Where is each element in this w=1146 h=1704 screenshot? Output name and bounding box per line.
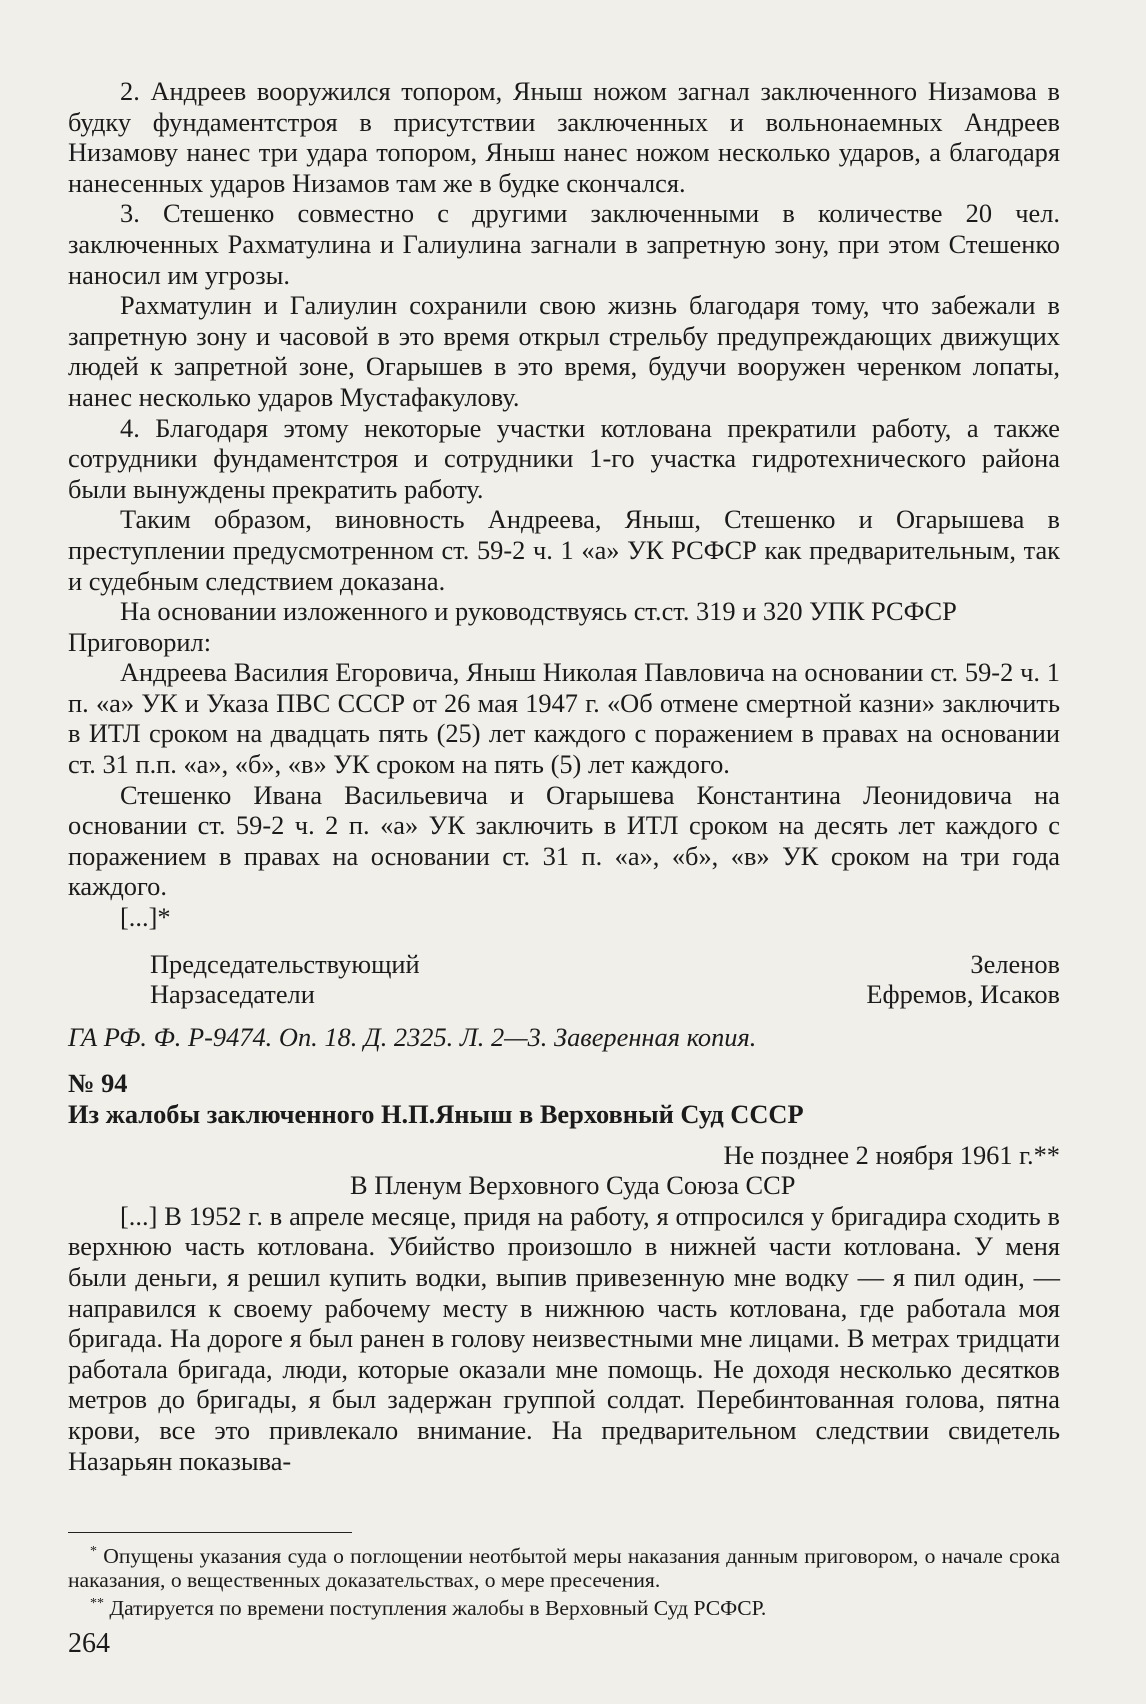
- footnote-2-mark: **: [90, 1596, 104, 1612]
- footnote-1: [68, 1540, 1060, 1592]
- document-number: № 94: [68, 1068, 128, 1099]
- verdict-heading: Приговорил:: [68, 626, 212, 657]
- assessors-names: Ефремов, Исаков: [866, 979, 1060, 1010]
- footnote-1-mark: *: [90, 1544, 97, 1559]
- footnote-divider: [68, 1532, 352, 1533]
- paragraph-basis: На основании изложенного и руководствуясь ст.ст. 319 и 320 УПК РСФСР: [120, 596, 957, 627]
- paragraph-4: 4. Благодаря этому некоторые участки котлована прекратили работу, а также сотрудники фундаментстроя и сотрудники 1-го участка гидротехнического района были вынуждены прекратить работу.: [68, 412, 1060, 504]
- sentence-andreev-yanysh: Андреева Василия Егоровича, Яныш Николая Павловича на основании ст. 59-2 ч. 1 п. «а» УК и Указа ПВС СССР от 26 мая 1947 г. «Об отмене смертной казни» заключить в ИТЛ сроком на двадцать пять (25) лет каждого с поражением в правах на основании ст. 31 п.п. «а», «б», «в» УК сроком на пять (5) лет каждого.: [68, 657, 1060, 780]
- omission-mark: [...]*: [120, 902, 171, 933]
- signature-chair: [68, 949, 1060, 980]
- page-number: 264: [68, 1628, 110, 1659]
- complaint-body: [...] В 1952 г. в апреле месяце, придя на работу, я отпросился у бригадира сходить в верхнюю часть котлована. Убийство произошло в нижней части котлована. У меня были деньги, я решил купить водки, выпив привезенную мне водку — я пил один, — направился к своему рабочему месту в нижнюю часть котлована, где работала моя бригада. На дороге я был ранен в голову неизвестными мне лицами. В метрах тридцати работала бригада, люди, которые оказали мне помощь. Не доходя несколько десятков метров до бригады, я был задержан группой солдат. Перебинтованная голова, пятна крови, все это привлекало внимание. На предварительном следствии свидетель Назарьян показыва-: [68, 1200, 1060, 1476]
- document-date: Не позднее 2 ноября 1961 г.**: [723, 1139, 1060, 1170]
- assessors-label: Нарзаседатели: [150, 979, 315, 1010]
- sentence-steshenko-ogaryshev: Стешенко Ивана Васильевича и Огарышева Константина Леонидовича на основании ст. 59-2 ч. 2 п. «а» УК заключить в ИТЛ сроком на десять лет каждого с поражением в правах на основании ст. 31 п. «а», «б», «в» УК сроком на три года каждого.: [68, 779, 1060, 902]
- paragraph-rakhmatulin: Рахматулин и Галиулин сохранили свою жизнь благодаря тому, что забежали в запретную зону и часовой в это время открыл стрельбу предупреждающих движущих людей к запретной зоне, Огарышев в это время, будучи вооружен черенком лопаты, нанес несколько ударов Мустафакулову.: [68, 290, 1060, 412]
- footnote-1-text: Опущены указания суда о поглощении неотбытой меры наказания данным приговором, о начале срока наказания, о вещественных доказательствах, о мере пресечения.: [68, 1544, 1060, 1593]
- main-text-column: [68, 76, 1060, 1476]
- addressee: В Пленум Верховного Суда Союза ССР: [350, 1170, 796, 1201]
- footnote-2: [68, 1592, 1060, 1620]
- footnotes: [68, 1540, 1060, 1620]
- paragraph-conclusion: Таким образом, виновность Андреева, Яныш, Стешенко и Огарышева в преступлении предусмотренном ст. 59-2 ч. 1 «а» УК РСФСР как предварительным, так и судебным следствием доказана.: [68, 504, 1060, 596]
- document-title: Из жалобы заключенного Н.П.Яныш в Верховный Суд СССР: [68, 1099, 804, 1129]
- chair-name: Зеленов: [970, 948, 1060, 979]
- paragraph-3: 3. Стешенко совместно с другими заключенными в количестве 20 чел. заключенных Рахматулина и Галиулина загнали в запретную зону, при этом Стешенко наносил им угрозы.: [68, 198, 1060, 290]
- chair-label: Председательствующий: [150, 948, 420, 979]
- paragraph-2: 2. Андреев вооружился топором, Яныш ножом загнал заключенного Низамова в будку фундаментстроя в присутствии заключенных и вольнонаемных Андреев Низамову нанес три удара топором, Яныш нанес ножом несколько ударов, а благодаря нанесенных ударов Низамов там же в будке скончался.: [68, 76, 1060, 198]
- archive-source: ГА РФ. Ф. Р-9474. Оп. 18. Д. 2325. Л. 2—3. Заверенная копия.: [68, 1021, 757, 1052]
- signature-assessors: [68, 979, 1060, 1010]
- footnote-2-text: Датируется по времени поступления жалобы в Верховный Суд РСФСР.: [109, 1596, 767, 1621]
